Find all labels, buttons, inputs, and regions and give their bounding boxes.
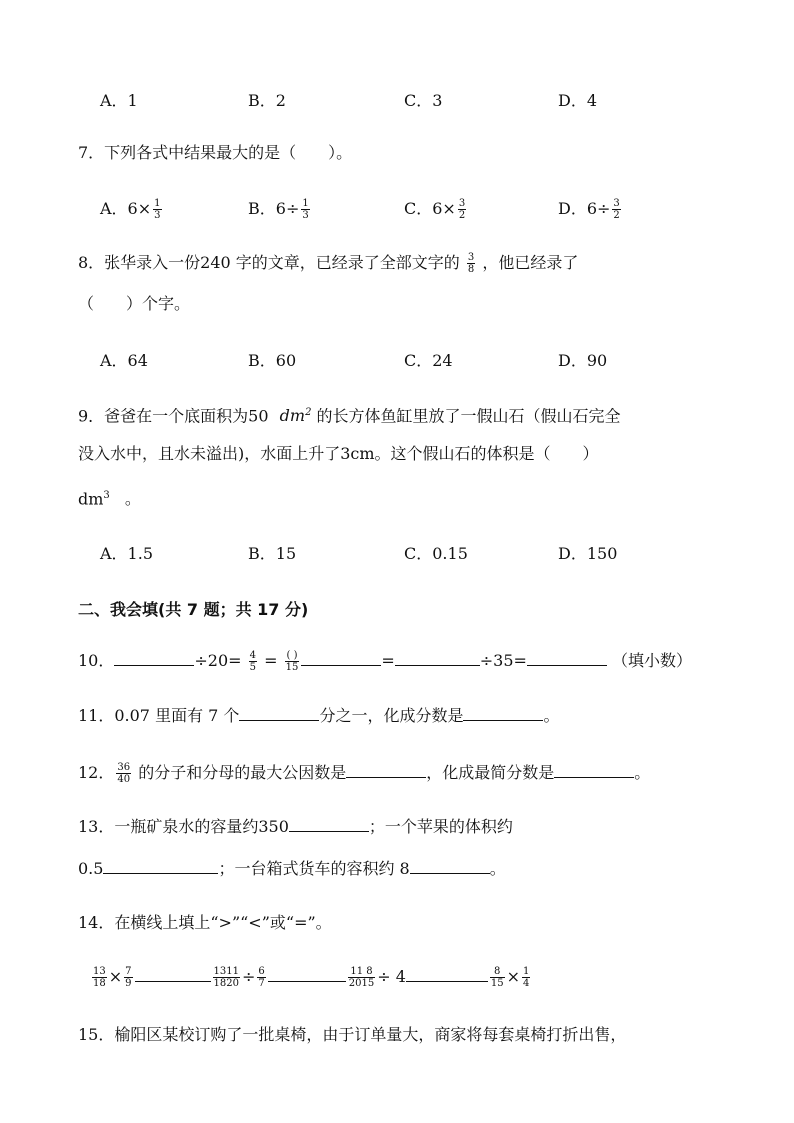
q7-option-c-fraction [458,198,466,221]
q7-option-b[interactable] [248,196,312,221]
q7-option-d[interactable] [558,196,623,221]
q14-e4-fraction-2 [522,966,530,989]
q9-option-d[interactable]: D．150 [558,544,618,563]
q14-e4-operator: × [506,967,521,986]
q13-text-b: ；一个苹果的体积约 [368,817,513,836]
denominator: 7 [258,978,265,989]
q10-tail: （填小数） [612,651,693,670]
q10-text-3: ÷35= [479,651,527,670]
q7-option-a[interactable] [100,196,164,221]
q8-fraction [467,252,475,275]
q8-stem-line1 [78,252,578,275]
q13-blank-2[interactable] [103,859,218,874]
q13-text-c: 0.5 [78,859,104,878]
q14-blank-1[interactable] [135,967,211,982]
q13-line2 [78,859,506,879]
q8-stem-a: 8．张华录入一份240 字的文章，已经录了全部文字的 [78,253,460,272]
q12-blank-2[interactable] [554,763,634,778]
q14-e1-operator: × [108,967,123,986]
denominator: 2 [613,210,620,221]
q10-equals: = [264,651,278,670]
q8-option-d[interactable]: D．90 [558,351,608,370]
numerator: 3 [458,198,466,209]
q7-option-a-fraction [153,198,161,221]
q9-option-c[interactable]: C．0.15 [404,544,468,563]
q13-blank-1[interactable] [289,817,369,832]
q14-e4-fraction-1 [490,966,505,989]
q7-option-b-fraction [301,198,309,221]
q14-blank-3[interactable] [406,967,488,982]
q7-option-c[interactable] [404,196,468,221]
denominator: 40 [117,774,131,785]
q14-e2-fraction-1 [213,966,240,989]
q10-blank-2[interactable] [301,651,381,666]
denominator: 9 [125,978,132,989]
q9-unit: dm [279,406,306,426]
q10-fraction-2 [285,650,300,673]
q14-e2-fraction-2 [257,966,265,989]
q14-e3-fraction-1 [348,966,375,989]
q10-text-1: ÷20= [194,651,242,670]
q14-stem: 14．在横线上填上“>”“<”或“=”。 [78,913,332,932]
q10-fraction-1 [249,650,257,673]
q14-e2-operator: ÷ [241,967,256,986]
q8-stem-b: ，他已经录了 [482,253,579,272]
denominator: 8 [467,264,475,275]
numerator: 6 [258,966,265,977]
q11-line [78,706,559,726]
q12-text-c: 。 [634,763,651,782]
denominator: 18 [93,978,106,989]
q9-stem-line3 [78,486,141,509]
q12-blank-1[interactable] [346,763,426,778]
numerator: 7 [125,966,132,977]
q7-stem: 7．下列各式中结果最大的是（ ）。 [78,143,353,162]
numerator: 1 [523,966,530,977]
numerator: 3 [613,198,620,209]
numerator: 36 [117,762,131,773]
numerator: 11 8 [348,966,375,978]
q11-text-c: 。 [543,706,560,725]
numerator: 13 [93,966,106,977]
q9-stem-tail: 。 [124,489,141,509]
denominator: 15 [285,662,299,673]
q12-number: 12． [78,763,115,782]
q10-text-2: = [381,651,395,670]
denominator: 3 [154,210,161,221]
q9-stem-line2: 没入水中，且水未溢出)，水面上升了3cm。这个假山石的体积是（ ） [78,444,599,463]
q8-option-b[interactable]: B．60 [248,351,297,370]
q13-line1 [78,817,513,837]
denominator: 2 [458,210,466,221]
q9-stem-line1 [78,403,621,426]
q10-blank-1[interactable] [114,651,194,666]
q6-option-a[interactable]: A．1 [100,91,138,110]
numerator: 8 [490,966,505,978]
numerator: 4 [249,650,257,661]
denominator: 3 [302,210,309,221]
denominator: 5 [249,662,257,673]
numerator: ( ) [286,650,298,661]
q14-e1-fraction-1 [92,966,107,989]
q7-option-d-label: D．6÷ [558,199,611,218]
q7-option-c-label: C．6× [404,199,456,218]
q11-blank-1[interactable] [239,706,319,721]
q7-option-a-label: A．6× [100,199,152,218]
q9-stem-b: 的长方体鱼缸里放了一假山石（假山石完全 [316,406,621,426]
q8-option-c[interactable]: C．24 [404,351,453,370]
q13-blank-3[interactable] [410,859,490,874]
q12-line [78,762,650,785]
q9-volume-exp: 3 [103,490,110,501]
q11-text-a: 11．0.07 里面有 7 个 [78,706,240,725]
q14-blank-2[interactable] [268,967,346,982]
q9-volume-unit: dm [78,489,104,509]
q9-unit-exp: 2 [305,407,312,418]
numerator: 1311 [213,966,239,977]
q9-stem-a: 9．爸爸在一个底面积为50 [78,406,269,426]
q7-option-b-label: B．6÷ [248,199,300,218]
denominator: 15 [490,978,504,989]
q14-e3-operator: ÷ 4 [377,967,406,986]
q13-text-e: 。 [489,859,506,878]
denominator: 4 [523,978,530,989]
q14-e1-fraction-2 [124,966,132,989]
q10-line [78,650,692,673]
denominator: 2015 [348,978,375,989]
q6-option-c[interactable]: C．3 [404,91,443,110]
q10-blank-3[interactable] [395,651,480,666]
q6-option-b[interactable]: B．2 [248,91,286,110]
q13-text-d: ；一台箱式货车的容积约 8 [218,859,410,878]
q13-text-a: 13．一瓶矿泉水的容量约350 [78,817,289,836]
q6-option-d[interactable]: D．4 [558,91,598,110]
q9-option-b[interactable]: B．15 [248,544,297,563]
q12-fraction [116,762,131,785]
denominator: 1820 [213,978,239,989]
q9-option-a[interactable]: A．1.5 [100,544,154,563]
q8-option-a[interactable]: A．64 [100,351,148,370]
q10-blank-4[interactable] [527,651,607,666]
q11-blank-2[interactable] [463,706,543,721]
q12-text-b: ，化成最简分数是 [426,763,555,782]
q11-text-b: 分之一，化成分数是 [319,706,464,725]
q8-stem-line2: （ ）个字。 [78,294,191,313]
numerator: 1 [302,198,309,209]
q14-expressions [90,966,532,989]
q15-stem: 15．榆阳区某校订购了一批桌椅，由于订单量大，商家将每套桌椅打折出售， [78,1025,627,1044]
numerator: 3 [467,252,475,263]
section-2-title: 二、我会填(共 7 题；共 17 分) [78,600,309,619]
numerator: 1 [154,198,161,209]
q10-number: 10． [78,651,115,670]
q12-text-a: 的分子和分母的最大公因数是 [138,763,347,782]
q7-option-d-fraction [612,198,620,221]
